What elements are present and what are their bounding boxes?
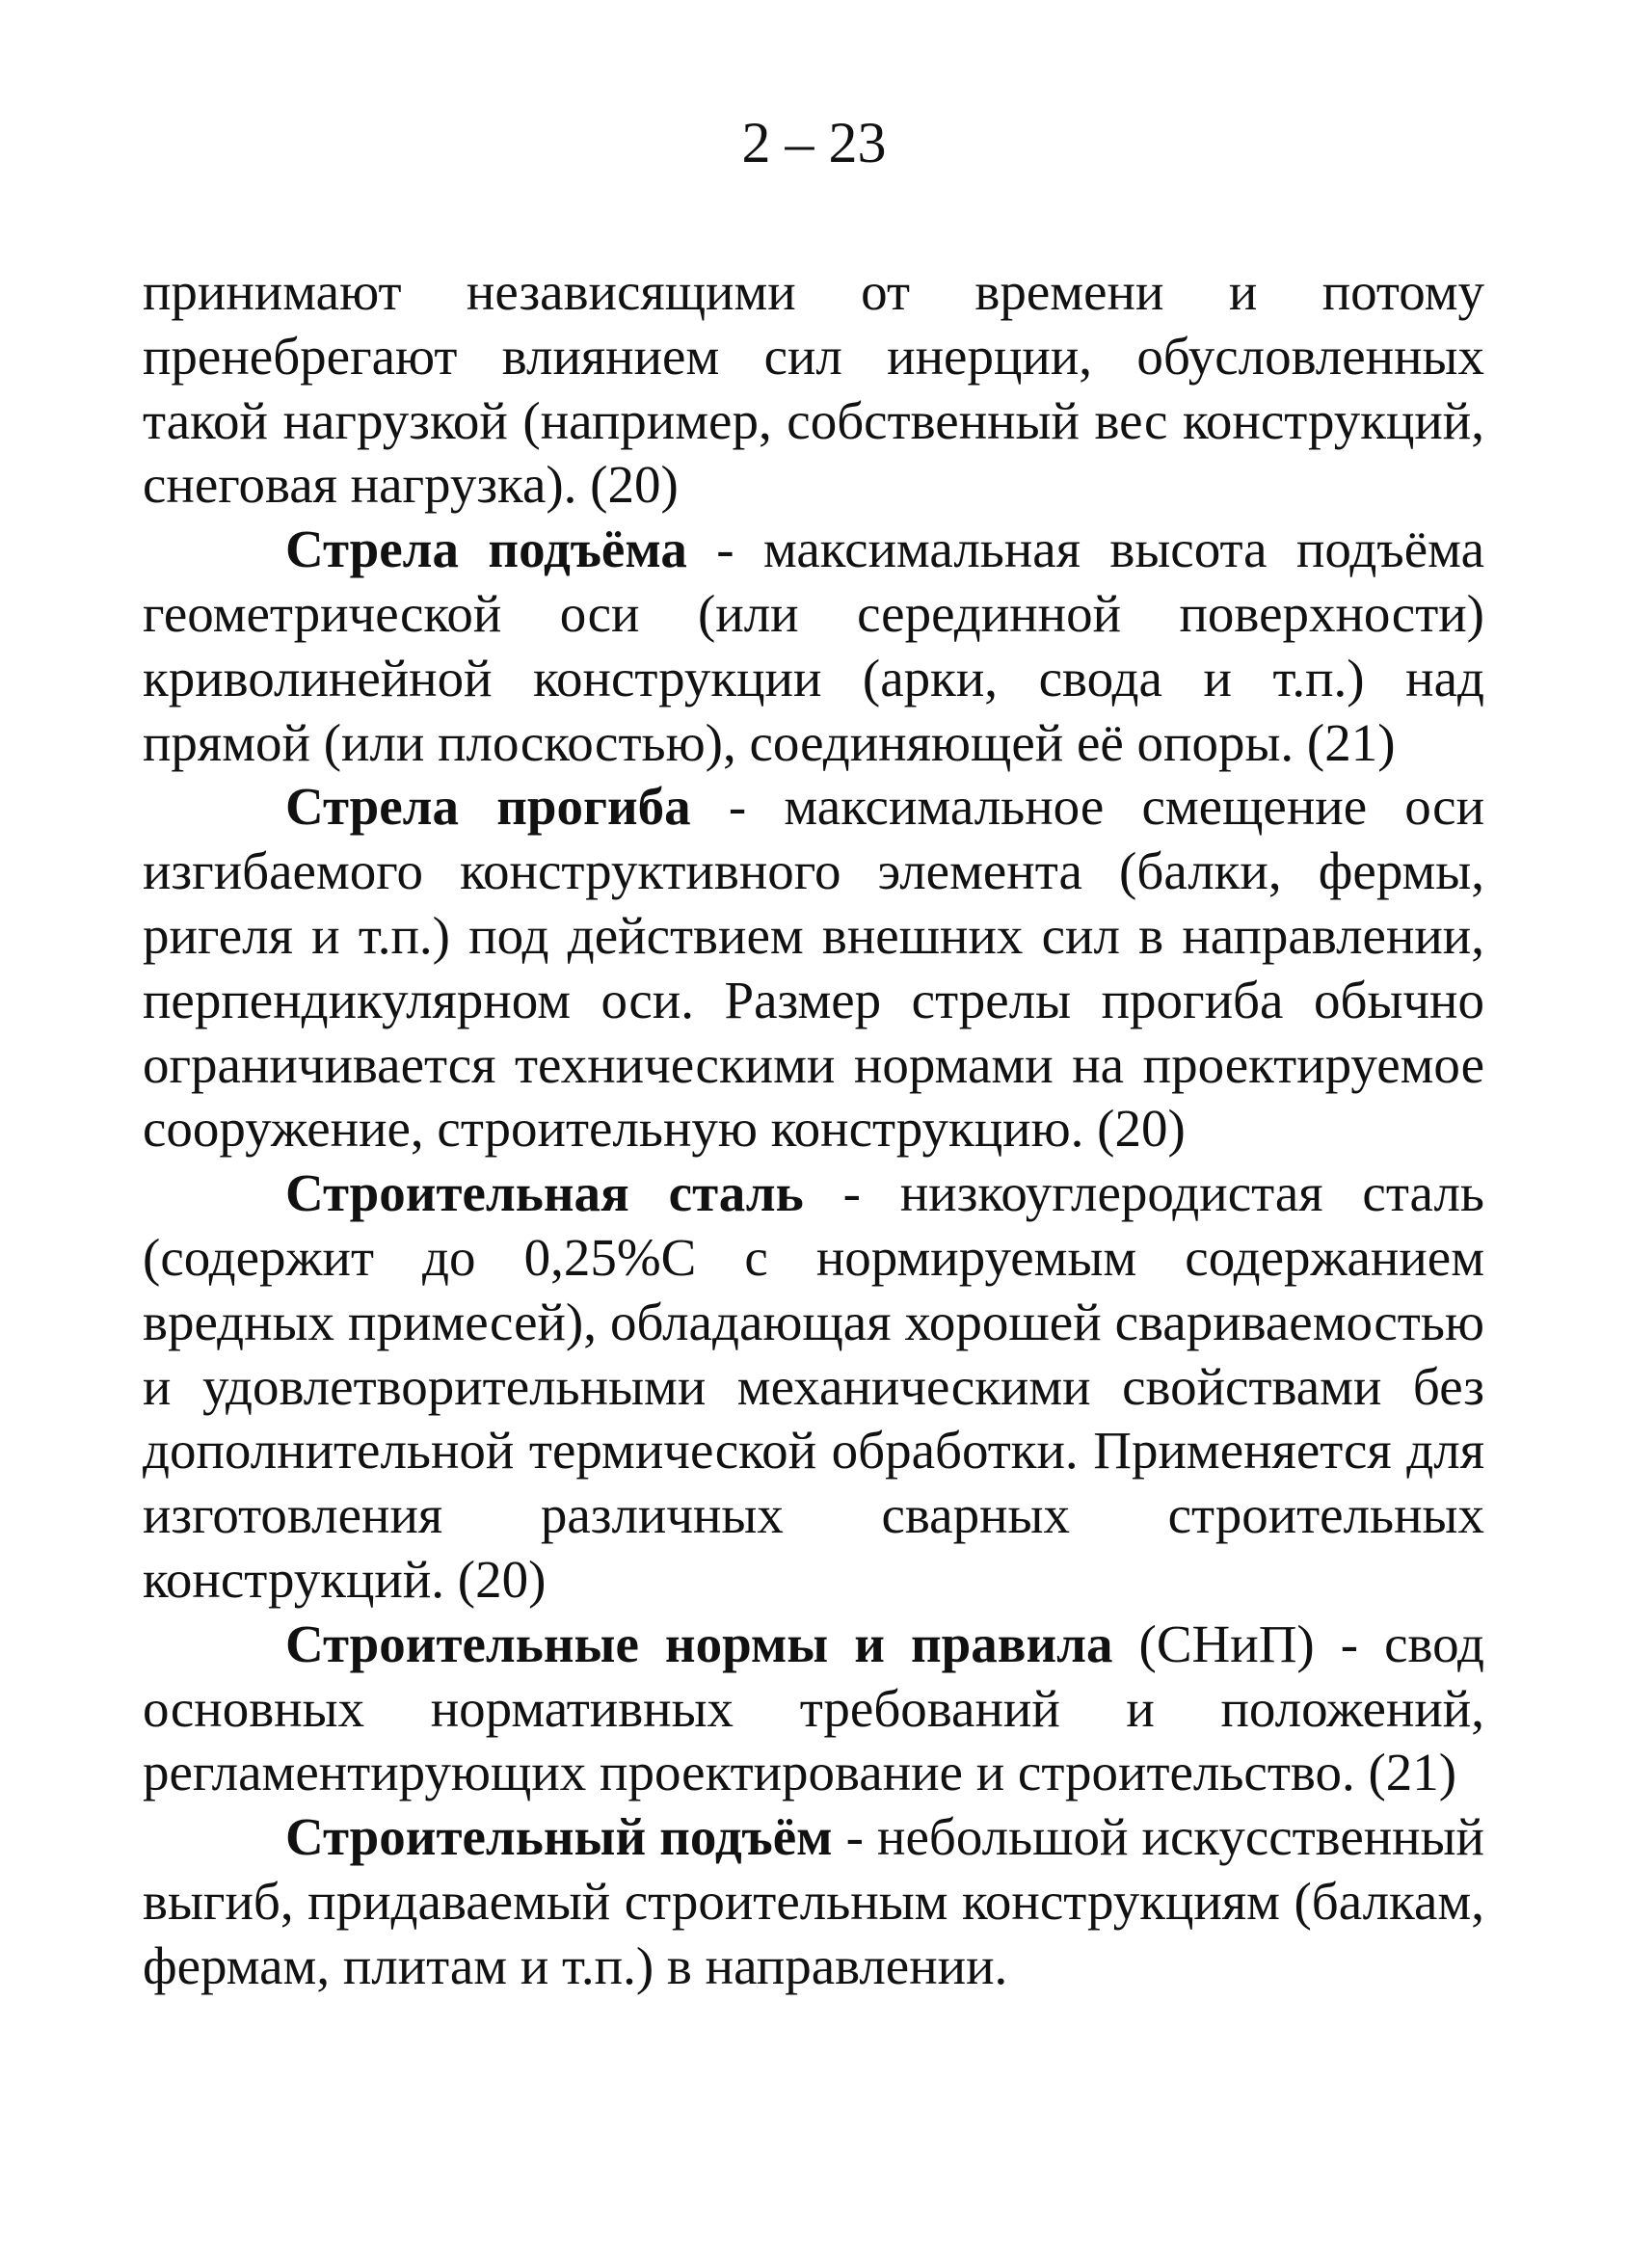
entry-definition: - максимальное смещение оси изгибаемого конструктивного элемента (балки, фермы, ригеля и т.п.) под действием внешних сил в направлении, перпендикулярном оси. Размер стрелы прогиба обычно ограничивается техническими нормами на проектируемое сооружение, строительную конструкцию. (20) [143, 777, 1485, 1159]
entry-definition: - максимальная высота подъёма геометрической оси (или серединной поверхности) криволинейной конструкции (арки, свода и т.п.) над прямой (или плоскостью), соединяющей её опоры. (21) [143, 520, 1484, 772]
continued-paragraph [143, 260, 1484, 518]
document-body [143, 260, 1484, 1999]
entry-term: Стрела прогиба [285, 777, 691, 837]
entry-term: Строительная сталь [285, 1163, 804, 1223]
glossary-entry-stroitelny-podyom [143, 1805, 1484, 1998]
glossary-entry-strela-podyoma [143, 518, 1484, 775]
glossary-entry-strela-progiba [143, 775, 1484, 1161]
glossary-entry-stroitelnaya-stal [143, 1161, 1484, 1613]
entry-term: Стрела подъёма [285, 520, 687, 579]
paragraph-text: принимают независящими от времени и потому пренебрегают влиянием сил инерции, обусловленных такой нагрузкой (например, собственный вес конструкций, снеговая нагрузка). (20) [143, 262, 1484, 515]
entry-term: Строительный подъём [285, 1807, 833, 1867]
glossary-entry-snip [143, 1613, 1484, 1805]
page-number: 2 – 23 [741, 111, 887, 174]
entry-definition: - низкоуглеродистая сталь (содержит до 0,25%С с нормируемым содержанием вредных примесей), обладающая хорошей свариваемостью и удовлетворительными механическими свойствами без дополнительной термической обработки. Применяется для изготовления различных сварных строительных конструкций. (20) [143, 1163, 1484, 1609]
entry-definition: (СНиП) - свод основных нормативных требований и положений, регламентирующих проектирование и строительство. (21) [143, 1614, 1484, 1802]
entry-definition: - небольшой искусственный выгиб, придаваемый строительным конструкциям (балкам, фермам, плитам и т.п.) в направлении. [143, 1807, 1484, 1995]
entry-term: Строительные нормы и правила [285, 1614, 1113, 1673]
